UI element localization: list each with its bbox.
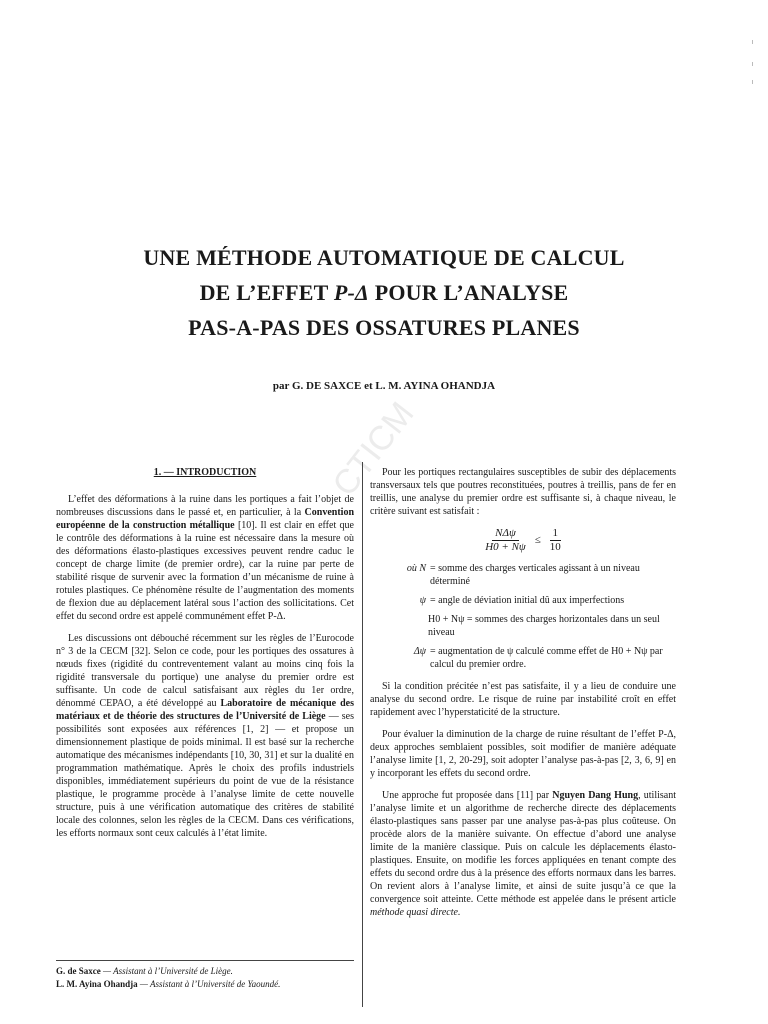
text-run-bold: Nguyen Dang Hung <box>552 790 639 801</box>
text-run-italic: méthode quasi directe. <box>370 907 461 918</box>
text-run: Les discussions ont débouché récemment sur les règles de l’Eurocode n° 3 de la CECM [32]. Selon ce code, pour les portiques des ossatures à nœuds fixes (rigidité du contreventement valant au moins cinq fois la rigidité transversale du portique) une analyse du premier ordre est suffisante. Un code de calcul satisfaisant aux règles du 1er ordre, dénommé CEPAO, a été développé au <box>56 633 354 709</box>
definition-text: = augmentation de ψ calculé comme effet de H0 + Nψ par calcul du premier ordre. <box>430 646 663 670</box>
text-run: [10]. Il est clair en effet que le contrôle des déformations à la ruine est nécessaire dans la mesure où des déformations élasto-plastiques excessives peuvent rendre caduc le concept de charge limite (de premier ordre), car la ruine par perte de stabilité risque de survenir avec la formation d’un mécanisme de ruine à rotules plastiques. Ce phénomène résulte de l’augmentation des moments de flexion due au déplacement latéral sous l’action des sollicitations. Cet effet du second ordre est appelé communément effet P-Δ. <box>56 520 354 622</box>
article-title <box>0 240 768 345</box>
title-line-2 <box>0 275 768 310</box>
paragraph <box>56 632 354 840</box>
definition-symbol: Δψ <box>413 646 426 657</box>
footnote-name: G. de Saxce <box>56 966 101 976</box>
definition-symbol: où N <box>406 563 426 574</box>
footnote-name: L. M. Ayina Ohandja <box>56 979 138 989</box>
paragraph: Si la condition précitée n’est pas satisfaite, il y a lieu de conduire une analyse du second ordre. Le risque de ruine par instabilité croît en effet rapidement avec l’hyperstaticité de la structure. <box>370 681 676 718</box>
author-line: par G. DE SAXCE et L. M. AYINA OHANDJA <box>272 380 496 392</box>
formula-numerator: NΔψ <box>492 527 519 541</box>
definition-text: = angle de déviation initial dû aux imperfections <box>430 595 625 606</box>
paragraph: Pour évaluer la diminution de la charge de ruine résultant de l’effet P-Δ, deux approches semblaient possibles, soit modifier de manière adéquate l’analyse limite [1, 2, 20-29], soit adopter l’analyse pas-à-pas [2, 3, 6, 9] en y incorporant les effets du second ordre. <box>370 729 676 779</box>
text-run: — ses possibilités sont exposées aux références [1, 2] — et propose un dimensionnement plastique de poids minimal. Il est basé sur la recherche automatique des mécanismes indépendants [10, 30, 31] et sur la dualité en programmation mathématique. Après le choix des profils industriels disponibles, immédiatement supérieurs du point de vue de la résistance plastique, le programme procède à l’analyse limite de cette nouvelle structure, puis à une vérification automatique des critères de stabilité locale des colonnes, selon les règles de la CECM. Dans ces vérifications, les efforts normaux sont ceux calculés à l’état limite. <box>56 711 354 839</box>
title-line-2-part: POUR L’ANALYSE <box>369 280 569 305</box>
footnote-role: — Assistant à l’Université de Yaoundé. <box>137 979 281 989</box>
footnote-role: — Assistant à l’Université de Liège. <box>100 966 233 976</box>
watermark: CTICM <box>325 395 422 504</box>
left-column <box>56 466 354 849</box>
stability-criterion-formula <box>370 527 676 554</box>
definition-item <box>370 645 676 671</box>
text-run: L’effet des déformations à la ruine dans les portiques a fait l’objet de nombreuses discussions dans le passé et, en particulier, à la <box>56 494 354 518</box>
formula-denominator: H0 + Nψ <box>485 541 526 553</box>
scan-edge-mark <box>752 40 753 44</box>
title-line-1: UNE MÉTHODE AUTOMATIQUE DE CALCUL <box>143 245 625 270</box>
definition-item <box>370 562 676 588</box>
footnote <box>56 978 354 991</box>
formula-fraction <box>482 527 529 554</box>
scan-edge-mark <box>752 62 753 66</box>
formula-relation: ≤ <box>534 534 541 546</box>
text-run-bold: Convention européenne de la construction métallique <box>56 507 354 531</box>
text-run-bold: Laboratoire de mécanique des matériaux et de théorie des structures de l’Université de Liège <box>56 698 354 722</box>
definition-symbol: ψ <box>419 595 426 606</box>
paragraph: Pour les portiques rectangulaires susceptibles de subir des déplacements transversaux tels que poutres reconstituées, poutres à treillis, pans de fer en treillis, une analyse du premier ordre est suffisante si, à chaque niveau, le critère suivant est satisfait : <box>370 467 676 517</box>
formula-rhs-numerator: 1 <box>550 527 562 541</box>
title-line-3: PAS-A-PAS DES OSSATURES PLANES <box>188 315 580 340</box>
definition-text: = somme des charges verticales agissant à un niveau déterminé <box>430 563 640 587</box>
definition-item: H0 + Nψ = sommes des charges horizontales dans un seul niveau <box>428 614 660 638</box>
text-run: Une approche fut proposée dans [11] par <box>382 790 553 801</box>
footnote <box>56 965 354 978</box>
title-line-2-part: DE L’EFFET <box>199 280 334 305</box>
column-divider <box>362 462 363 1007</box>
definition-item <box>370 594 676 607</box>
formula-rhs-fraction <box>547 527 564 554</box>
paragraph <box>56 493 354 623</box>
scan-edge-mark <box>752 80 753 84</box>
section-heading: 1. — INTRODUCTION <box>153 467 257 478</box>
title-line-2-symbol: P-Δ <box>333 280 369 305</box>
formula-rhs-denominator: 10 <box>549 541 561 553</box>
right-column <box>370 466 676 928</box>
paragraph <box>370 789 676 919</box>
text-run: , utilisant l’analyse limite et un algorithme de recherche directe des déplacements élasto-plastiques sans passer par une analyse pas-à-pas plus coûteuse. On procède alors de la manière suivante. On effectue d’abord une analyse limite de la manière classique. Puis on calcule les déplacements élasto-plastiques. Ensuite, on modifie les forces appliquées en tenant compte des effets du second ordre dus à la présence des efforts normaux dans les barres. On revient alors à l’analyse limite, et ainsi de suite jusqu’à ce que la convergence soit atteinte. Cette méthode est appelée dans le présent article <box>370 790 677 905</box>
symbol-definitions <box>370 562 676 671</box>
author-footnotes <box>56 960 354 991</box>
